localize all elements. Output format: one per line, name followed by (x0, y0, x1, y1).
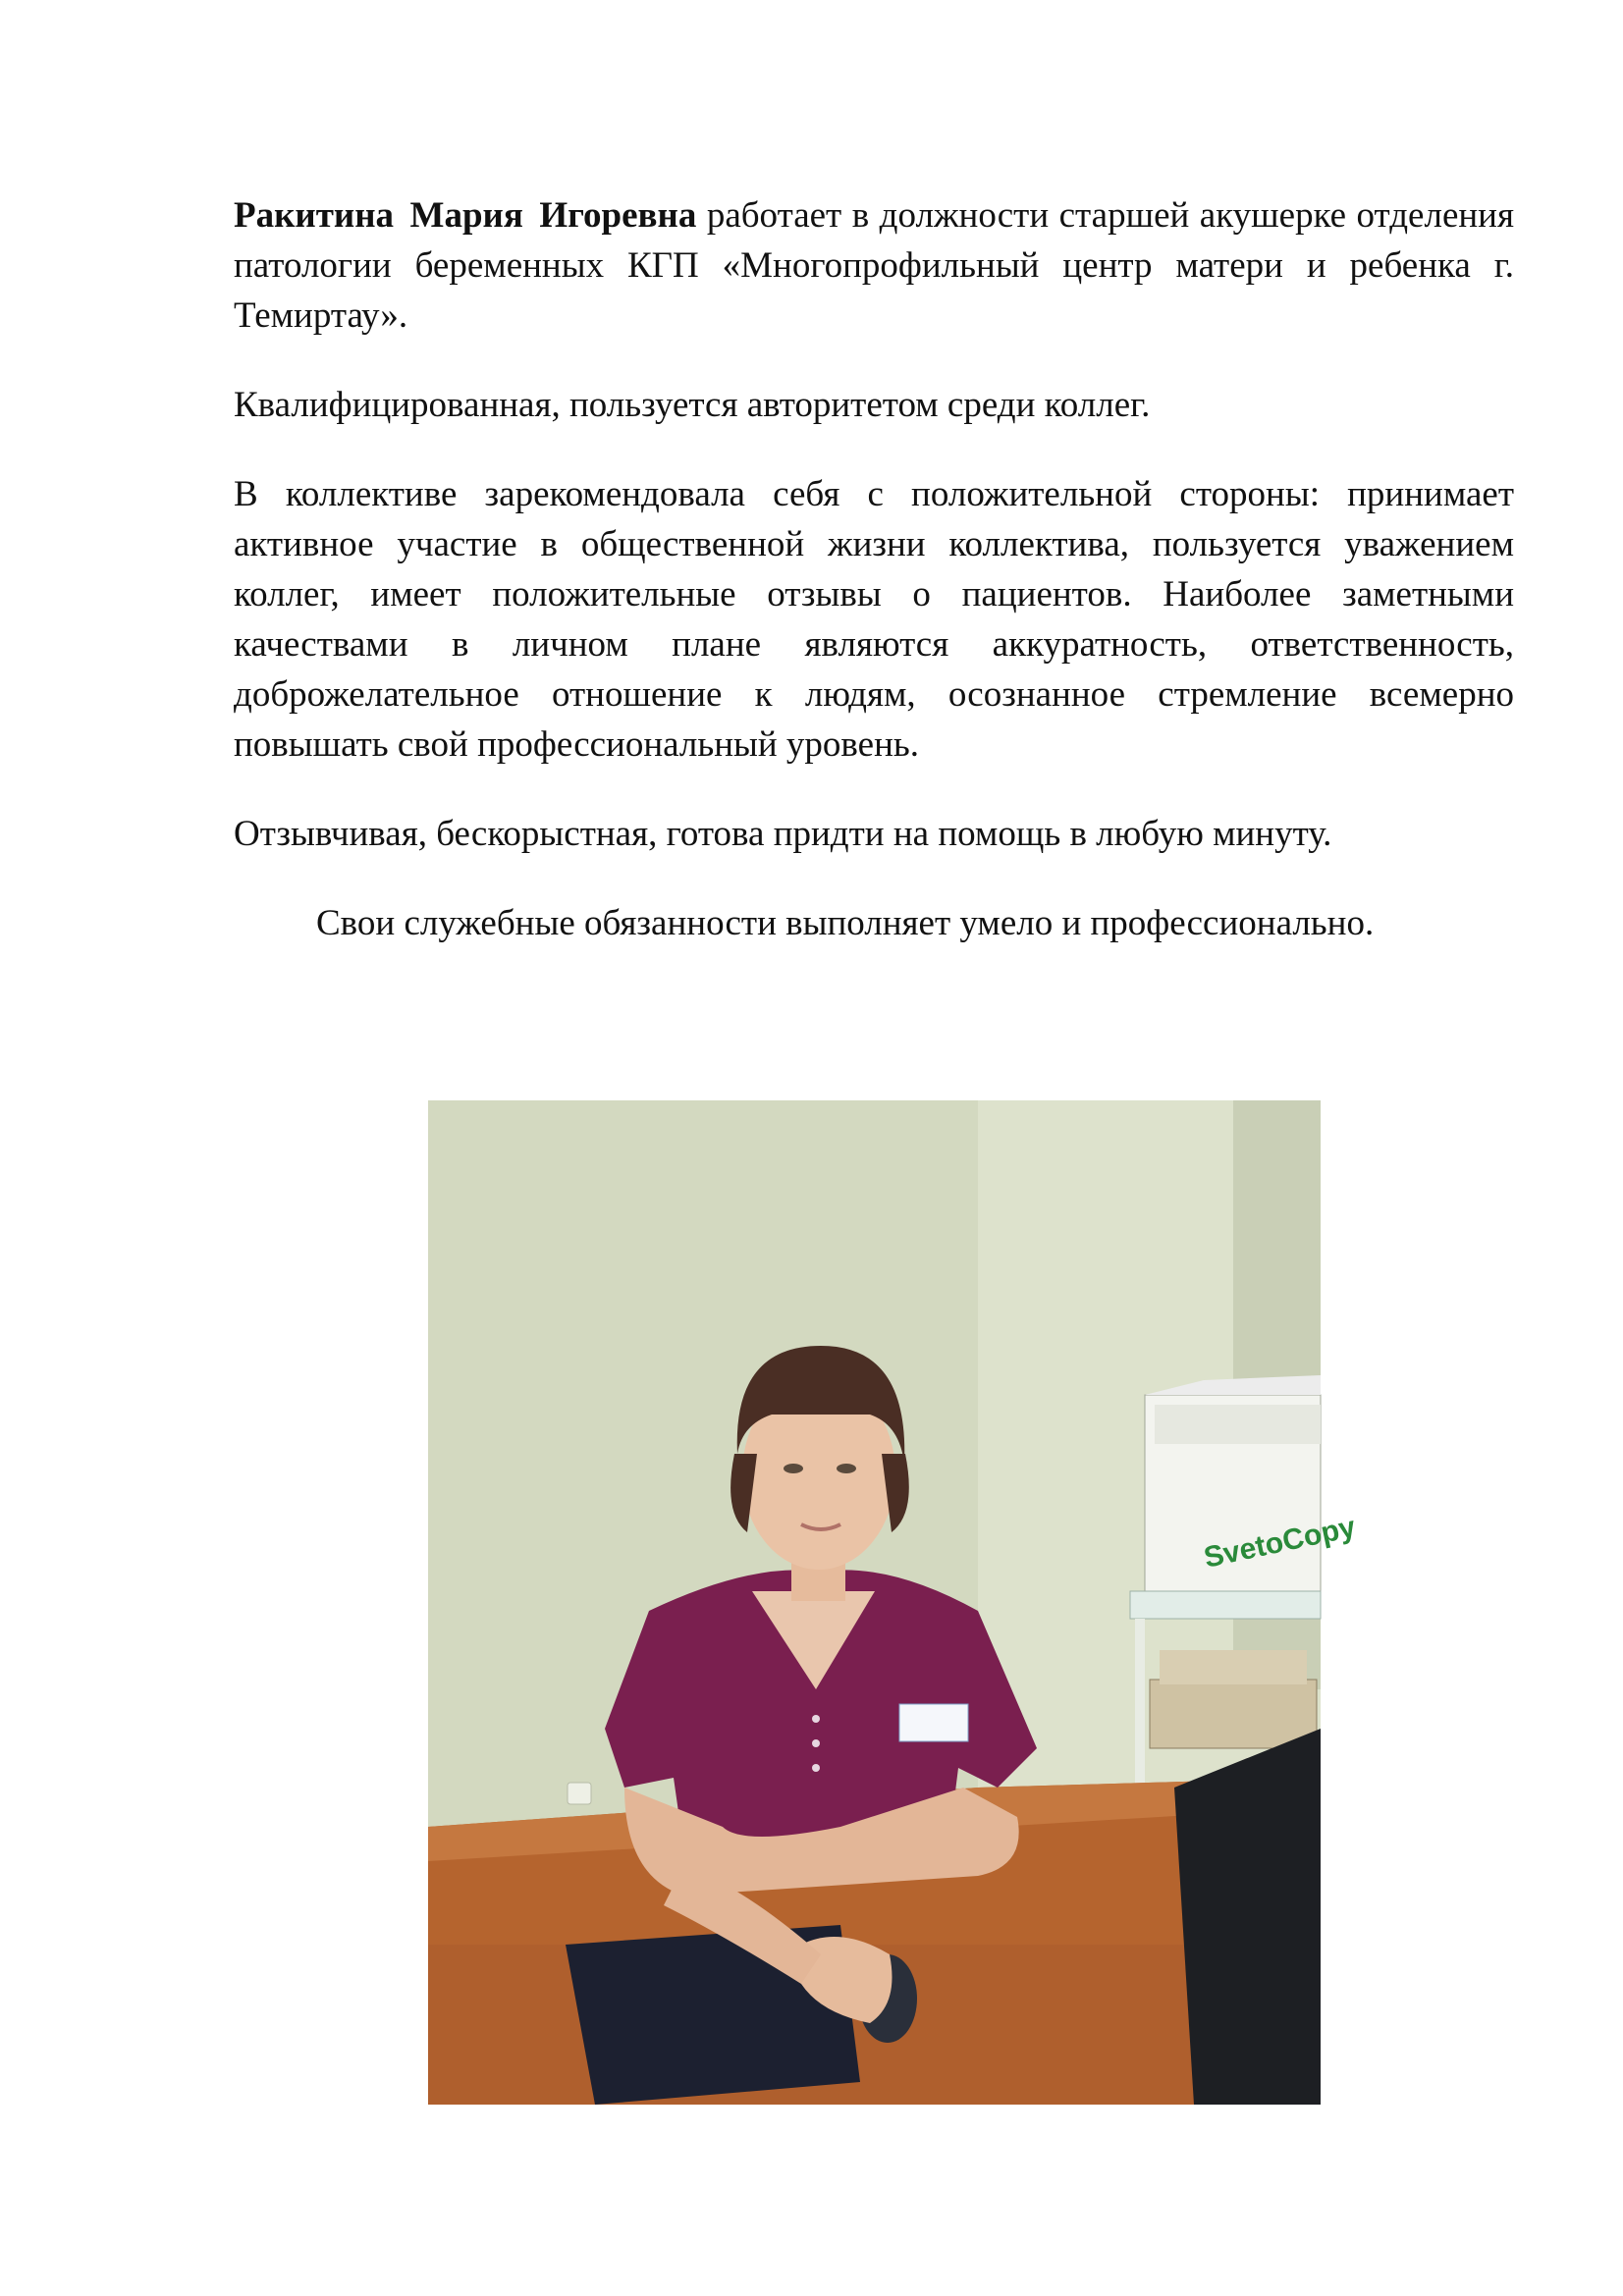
responsiveness-paragraph: Отзывчивая, бескорыстная, готова придти на помощь в любую минуту. (234, 814, 1332, 854)
team-paragraph: В коллективе зарекомендовала себя с положительной стороны: принимает активное участие в общественной жизни коллектива, пользуется уважением коллег, имеет положительные отзывы о пациентов. Наиболее заметными качествами в личном плане являются аккуратность, ответственность, доброжелательное отношение к людям, осознанное стремление всемерно повышать свой профессиональный уровень. (234, 474, 1514, 765)
employee-photo (428, 1100, 1359, 2105)
box-label: SvetoCopy (1201, 1511, 1359, 1575)
document-body (234, 190, 1514, 988)
employee-name: Ракитина Мария Игоревна (234, 195, 697, 236)
intro-text: работает в должности старшей акушерке отделения патологии беременных КГП «Многопрофильный центр матери и ребенка г. Темиртау». (234, 195, 1514, 336)
paper-box (1145, 1375, 1359, 1591)
intro-paragraph (234, 190, 1514, 341)
duties-paragraph: Свои служебные обязанности выполняет умело и профессионально. (316, 903, 1375, 943)
qualification-paragraph: Квалифицированная, пользуется авторитетом среди коллег. (234, 385, 1151, 425)
